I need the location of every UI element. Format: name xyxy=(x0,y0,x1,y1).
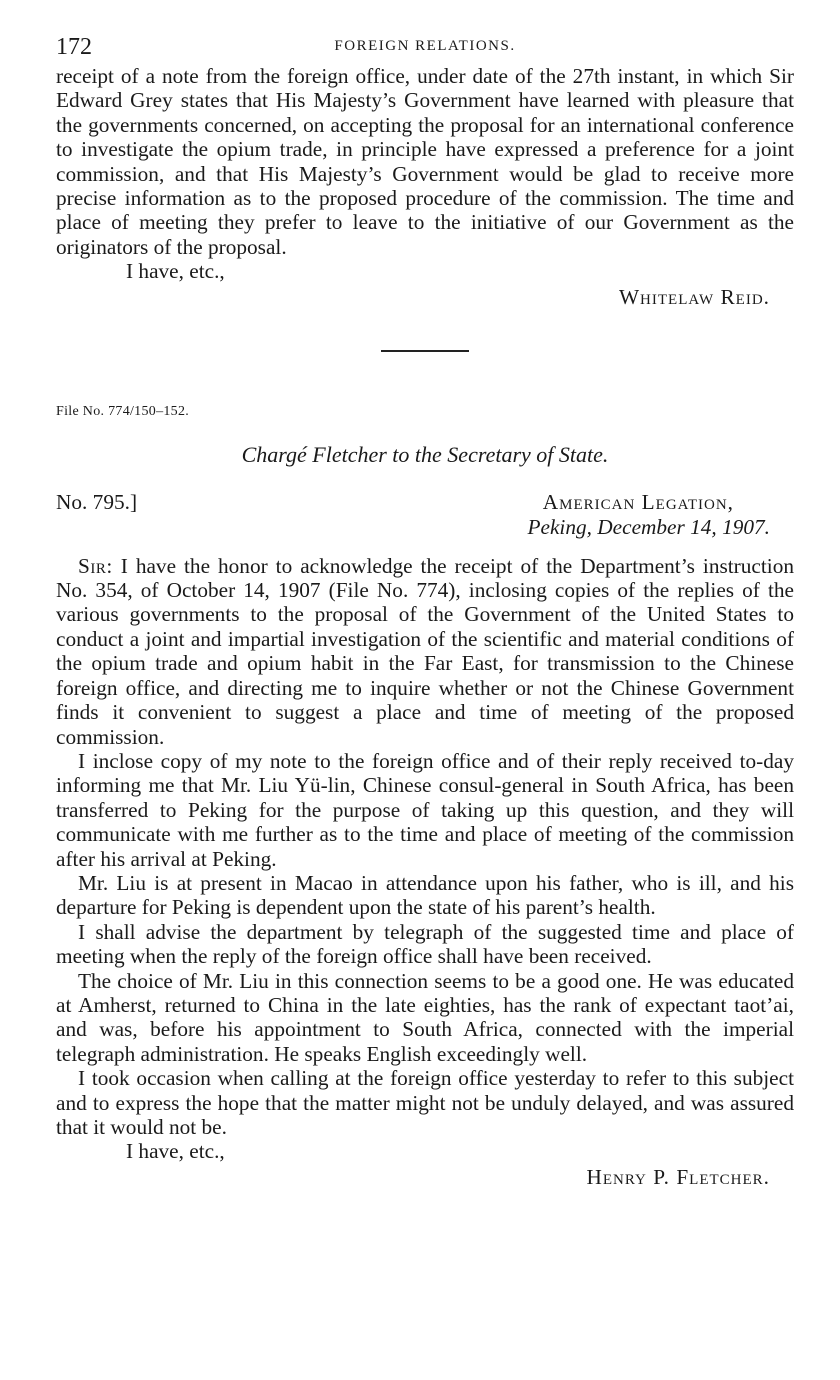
letter-closing: I have, etc., xyxy=(126,1139,225,1164)
letter-body xyxy=(56,554,794,1190)
running-head: FOREIGN RELATIONS. xyxy=(334,38,516,54)
previous-letter-closing: I have, etc., xyxy=(126,259,225,284)
document-title: Chargé Fletcher to the Secretary of State. xyxy=(241,441,609,467)
letter-signature: Henry P. Fletcher. xyxy=(586,1164,770,1189)
page-number: 172 xyxy=(56,34,92,60)
document-number: No. 795.] xyxy=(56,489,138,514)
paragraph-text: I have the honor to acknowledge the receipt of the Department’s instruction No. 354, of October 14, 1907 (File No. 774), inclosing copies of the replies of the various governments to the proposal of the Government of the United States to conduct a joint and impartial investigation of the scientific and material conditions of the opium trade and opium habit in the Far East, for transmission to the Chinese foreign office, and directing me to inquire whether or not the Chinese Government finds it convenient to suggest a place and time of meeting of the proposed commission. xyxy=(56,553,794,749)
letter-paragraph: I shall advise the department by telegraph of the suggested time and place of meeting when the reply of the foreign office shall have been received. xyxy=(56,919,794,969)
letter-paragraph: Mr. Liu is at present in Macao in attendance upon his father, who is ill, and his departure for Peking is dependent upon the state of his parent’s health. xyxy=(56,870,794,920)
place-date: Peking, December 14, 1907. xyxy=(527,514,770,539)
letter-paragraph: The choice of Mr. Liu in this connection seems to be a good one. He was educated at Amherst, returned to China in the late eighties, has the rank of expectant taot’ai, and was, before his appointment to South Africa, connected with the imperial telegraph administration. He speaks English exceedingly well. xyxy=(56,968,794,1066)
document-page xyxy=(56,30,794,1190)
section-divider xyxy=(381,350,469,352)
salutation: Sir: xyxy=(78,553,113,578)
page-header xyxy=(56,30,794,64)
dateline xyxy=(56,490,794,540)
letter-paragraph xyxy=(56,554,794,749)
letter-paragraph: I took occasion when calling at the foreign office yesterday to refer to this subject and to express the hope that the matter might not be unduly delayed, and was assured that it would not be. xyxy=(56,1066,794,1139)
file-number: File No. 774/150–152. xyxy=(56,403,190,419)
legation-name: American Legation, xyxy=(542,489,734,514)
previous-letter-signature: Whitelaw Reid. xyxy=(618,284,770,309)
previous-letter-text: receipt of a note from the foreign office, under date of the 27th instant, in which Sir Edward Grey states that His Majesty’s Government have learned with pleasure that the governments concerned, on accepting the proposal for an international conference to investigate the opium trade, in principle have expressed a preference for a joint commission, and that His Majesty’s Government would be glad to receive more precise information as to the proposed procedure of the commission. The time and place of meeting they prefer to leave to the initiative of our Government as the originators of the proposal. xyxy=(56,64,794,259)
letter-paragraph: I inclose copy of my note to the foreign office and of their reply received to-day informing me that Mr. Liu Yü-lin, Chinese consul-general in South Africa, has been transferred to Peking for the purpose of taking up this question, and they will communicate with me further as to the time and place of meeting of the commission after his arrival at Peking. xyxy=(56,748,794,871)
